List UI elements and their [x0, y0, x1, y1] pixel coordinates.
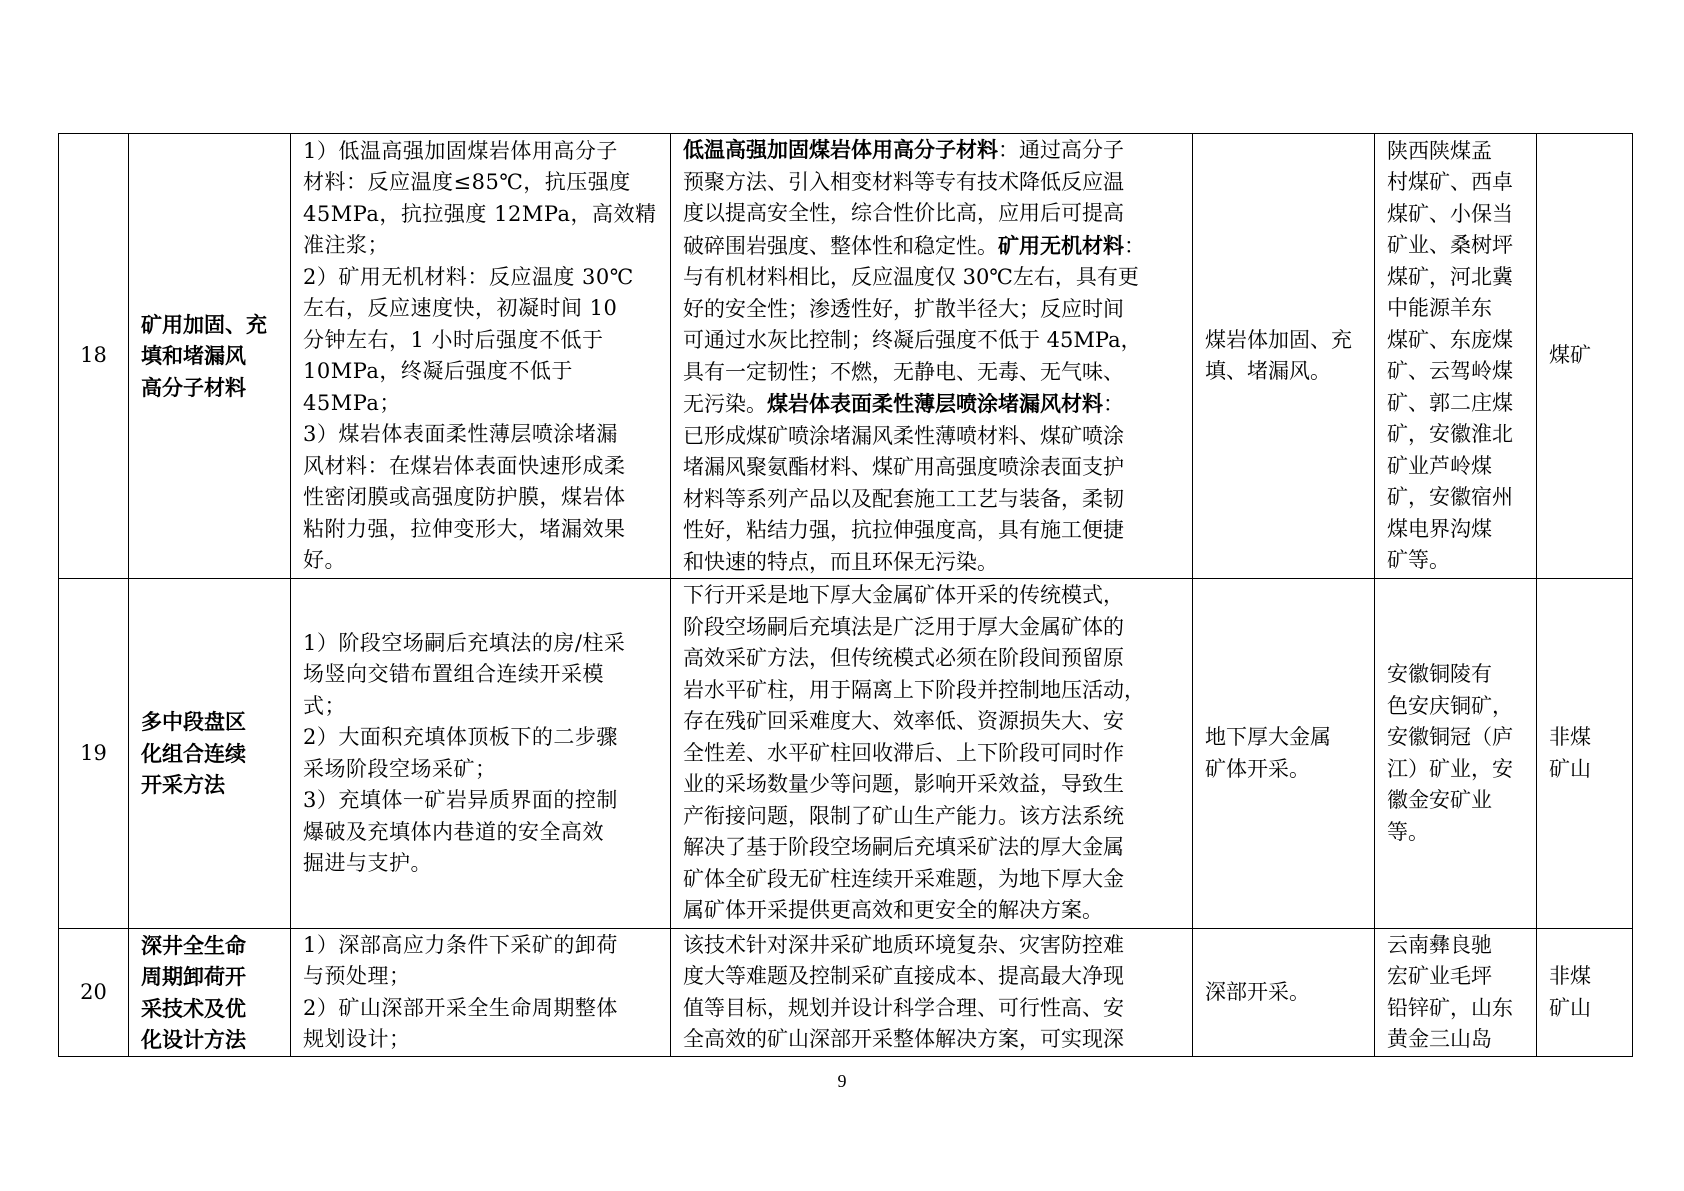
technology-name: 深井全生命 周期卸荷开 采技术及优 化设计方法 — [129, 929, 291, 1057]
application-cases: 云南彝良驰 宏矿业毛坪 铅锌矿，山东 黄金三山岛 — [1375, 929, 1537, 1057]
table-row — [59, 579, 1633, 929]
row-number: 20 — [59, 929, 129, 1057]
mine-type: 煤矿 — [1537, 134, 1633, 579]
application-scope: 地下厚大金属 矿体开采。 — [1193, 579, 1375, 929]
application-scope: 深部开采。 — [1193, 929, 1375, 1057]
technology-content: 1）阶段空场嗣后充填法的房/柱采 场竖向交错布置组合连续开采模 式； 2）大面积充填体顶板下的二步骤 采场阶段空场采矿； 3）充填体一矿岩异质界面的控制 爆破及充填体内巷道的安全高效 掘进与支护。 — [291, 579, 671, 929]
mine-type: 非煤 矿山 — [1537, 579, 1633, 929]
mine-type: 非煤 矿山 — [1537, 929, 1633, 1057]
technology-content: 1）低温高强加固煤岩体用高分子 材料：反应温度≤85℃，抗压强度 45MPa，抗拉强度 12MPa，高效精 准注浆； 2）矿用无机材料：反应温度 30℃ 左右，反应速度快，初凝时间 10 分钟左右，1 小时后强度不低于 10MPa，终凝后强度不低于 45MPa； 3）煤岩体表面柔性薄层喷涂堵漏 风材料：在煤岩体表面快速形成柔 性密闭膜或高强度防护膜，煤岩体 粘附力强，拉伸变形大，堵漏效果 好。 — [291, 134, 671, 579]
row-number: 19 — [59, 579, 129, 929]
technology-description: 下行开采是地下厚大金属矿体开采的传统模式， 阶段空场嗣后充填法是广泛用于厚大金属矿体的 高效采矿方法，但传统模式必须在阶段间预留原 岩水平矿柱，用于隔离上下阶段并控制地压活动， 存在残矿回采难度大、效率低、资源损失大、安 全性差、水平矿柱回收滞后、上下阶段可同时作 业的采场数量少等问题，影响开采效益，导致生 产衔接问题，限制了矿山生产能力。该方法系统 解决了基于阶段空场嗣后充填采矿法的厚大金属 矿体全矿段无矿柱连续开采难题，为地下厚大金 属矿体开采提供更高效和更安全的解决方案。 — [671, 579, 1193, 929]
application-cases: 陕西陕煤孟 村煤矿、西卓 煤矿、小保当 矿业、桑树坪 煤矿，河北冀 中能源羊东 煤矿、东庞煤 矿、云驾岭煤 矿、郭二庄煤 矿，安徽淮北 矿业芦岭煤 矿，安徽宿州 煤电界沟煤 矿等。 — [1375, 134, 1537, 579]
technology-name: 矿用加固、充 填和堵漏风 高分子材料 — [129, 134, 291, 579]
table-row — [59, 134, 1633, 579]
application-scope: 煤岩体加固、充 填、堵漏风。 — [1193, 134, 1375, 579]
technology-table — [58, 133, 1633, 1057]
technology-name: 多中段盘区 化组合连续 开采方法 — [129, 579, 291, 929]
page-number: 9 — [837, 1071, 847, 1091]
technology-content: 1）深部高应力条件下采矿的卸荷 与预处理； 2）矿山深部开采全生命周期整体 规划设计； — [291, 929, 671, 1057]
technology-description: 该技术针对深井采矿地质环境复杂、灾害防控难 度大等难题及控制采矿直接成本、提高最大净现 值等目标，规划并设计科学合理、可行性高、安 全高效的矿山深部开采整体解决方案，可实现深 — [671, 929, 1193, 1057]
row-number: 18 — [59, 134, 129, 579]
application-cases: 安徽铜陵有 色安庆铜矿， 安徽铜冠（庐 江）矿业，安 徽金安矿业 等。 — [1375, 579, 1537, 929]
table-row — [59, 929, 1633, 1057]
technology-description: 低温高强加固煤岩体用高分子材料：通过高分子 预聚方法、引入相变材料等专有技术降低反应温 度以提高安全性，综合性价比高，应用后可提高 破碎围岩强度、整体性和稳定性。矿用无机材料： 与有机材料相比，反应温度仅 30℃左右，具有更 好的安全性；渗透性好，扩散半径大；反应时间 可通过水灰比控制；终凝后强度不低于 45MPa， 具有一定韧性；不燃，无静电、无毒、无气味、 无污染。煤岩体表面柔性薄层喷涂堵漏风材料： 已形成煤矿喷涂堵漏风柔性薄喷材料、煤矿喷涂 堵漏风聚氨酯材料、煤矿用高强度喷涂表面支护 材料等系列产品以及配套施工工艺与装备，柔韧 性好，粘结力强，抗拉伸强度高，具有施工便捷 和快速的特点，而且环保无污染。 — [671, 134, 1193, 579]
